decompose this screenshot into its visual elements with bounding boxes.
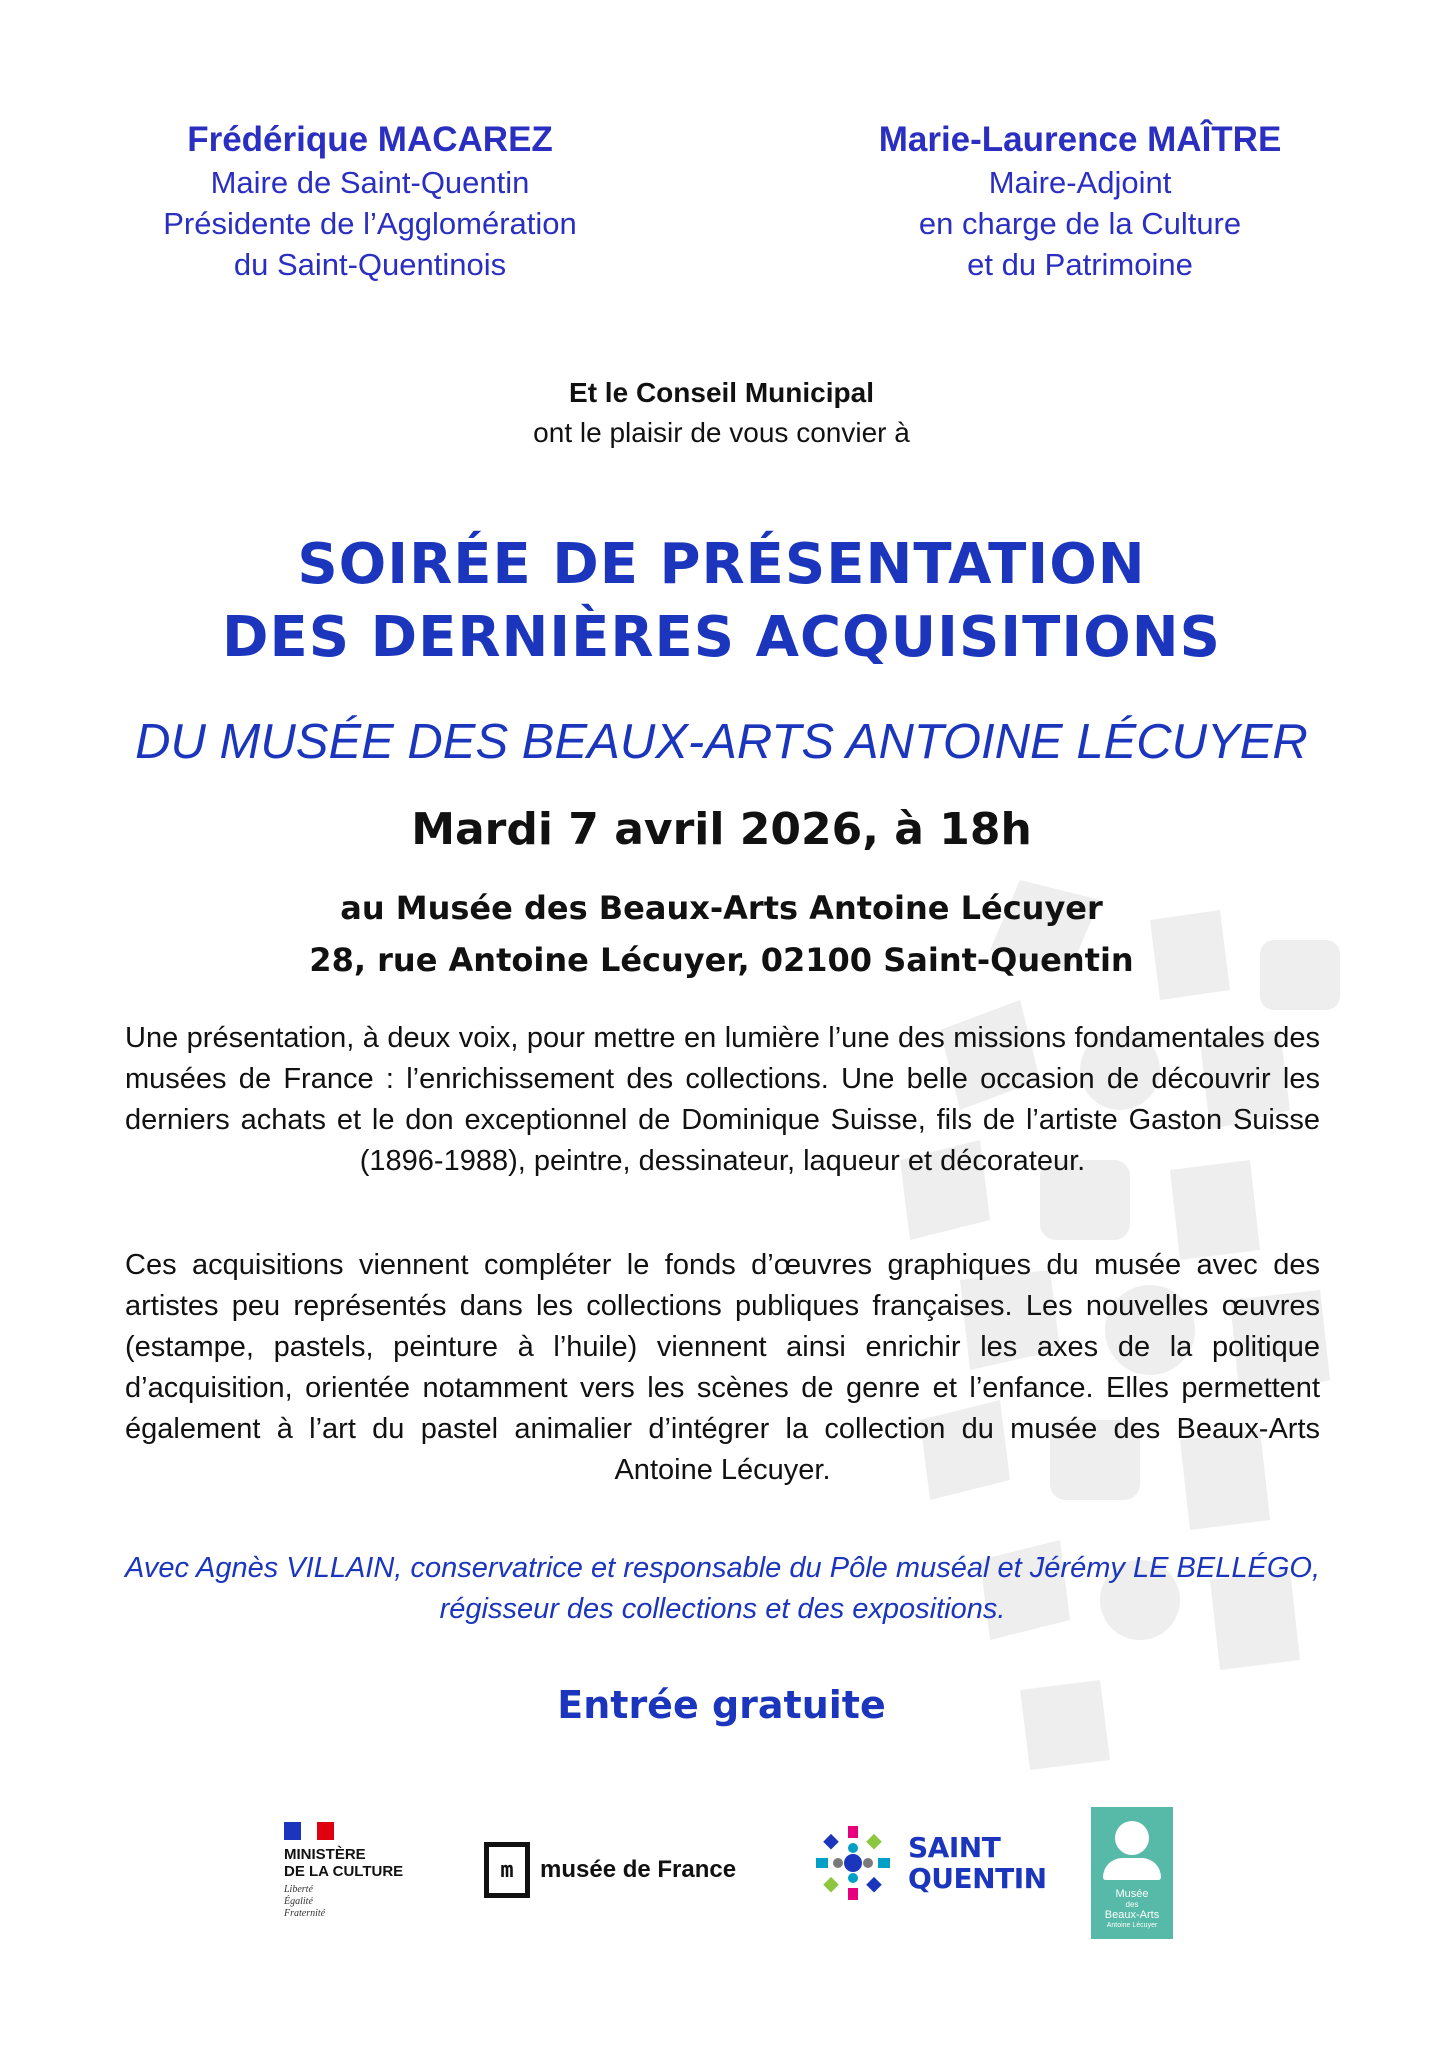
ministere-culture-logo <box>284 1822 444 1920</box>
venue-name: au Musée des Beaux-Arts Antoine Lécuyer <box>340 889 1103 927</box>
saint-quentin-wordmark: SAINT QUENTIN <box>908 1831 1047 1895</box>
musee-de-france-icon: m <box>484 1842 530 1898</box>
saint-quentin-logo <box>808 1818 1047 1908</box>
speakers-credits: Avec Agnès VILLAIN, conservatrice et responsable du Pôle muséal et Jérémy LE BELLÉGO, régisseur des collections et des expositions. <box>125 1552 1320 1625</box>
event-subtitle: DU MUSÉE DES BEAUX-ARTS ANTOINE LÉCUYER <box>135 715 1308 769</box>
description-paragraph-2: Ces acquisitions viennent compléter le fonds d’œuvres graphiques du musée avec des artistes peu représentés dans les collections publiques françaises. Les nouvelles œuvres (estampe, pastels, peinture à l’huile) viennent ainsi enrichir les axes de la politique d’acquisition, orientée notamment vers les scènes de genre et l’enfance. Elles permettent également à l’art du pastel animalier d’intégrer la collection du musée des Beaux-Arts Antoine Lécuyer. <box>125 1249 1320 1486</box>
mba-logo-text: Musée des Beaux-Arts Antoine Lécuyer <box>1104 1888 1160 1929</box>
host-role: du Saint-Quentinois <box>233 247 507 282</box>
council-line: Et le Conseil Municipal <box>569 377 874 408</box>
musee-de-france-label: musée de France <box>540 1856 737 1883</box>
title-line-2: DES DERNIÈRES ACQUISITIONS <box>222 605 1221 670</box>
portrait-bust-icon <box>1103 1858 1161 1880</box>
host-name: Marie-Laurence MAÎTRE <box>878 120 1282 159</box>
host-mayor <box>130 118 610 285</box>
ministere-name: MINISTÈRE DE LA CULTURE <box>284 1846 404 1880</box>
host-role: en charge de la Culture <box>918 206 1242 241</box>
host-name: Frédérique MACAREZ <box>187 120 553 159</box>
host-role: Maire-Adjoint <box>988 165 1172 200</box>
free-entry-notice: Entrée gratuite <box>557 1683 886 1727</box>
council-invitation <box>0 373 1443 453</box>
invitation-line: ont le plaisir de vous convier à <box>533 417 910 448</box>
description-paragraph-1: Une présentation, à deux voix, pour mettre en lumière l’une des missions fondamentales des musées de France : l’enrichissement des collections. Une belle occasion de découvrir les derniers achats et le don exceptionnel de Dominique Suisse, fils de l’artiste Gaston Suisse (1896-1988), peintre, dessinateur, laqueur et décorateur. <box>125 1022 1320 1177</box>
musee-beaux-arts-logo <box>1091 1807 1173 1939</box>
host-deputy-mayor <box>830 118 1330 285</box>
portrait-head-icon <box>1115 1821 1149 1855</box>
french-flag-icon <box>284 1822 334 1840</box>
saint-quentin-mosaic-icon <box>808 1818 898 1908</box>
musee-de-france-logo <box>484 1842 736 1898</box>
event-title <box>0 528 1443 674</box>
host-role: et du Patrimoine <box>967 247 1193 282</box>
host-role: Maire de Saint-Quentin <box>210 165 530 200</box>
ministere-motto: Liberté Égalité Fraternité <box>284 1884 326 1919</box>
event-venue <box>0 882 1443 986</box>
host-role: Présidente de l’Agglomération <box>163 206 577 241</box>
venue-address: 28, rue Antoine Lécuyer, 02100 Saint-Quentin <box>309 941 1134 979</box>
title-line-1: SOIRÉE DE PRÉSENTATION <box>297 532 1146 597</box>
event-date: Mardi 7 avril 2026, à 18h <box>411 804 1032 855</box>
